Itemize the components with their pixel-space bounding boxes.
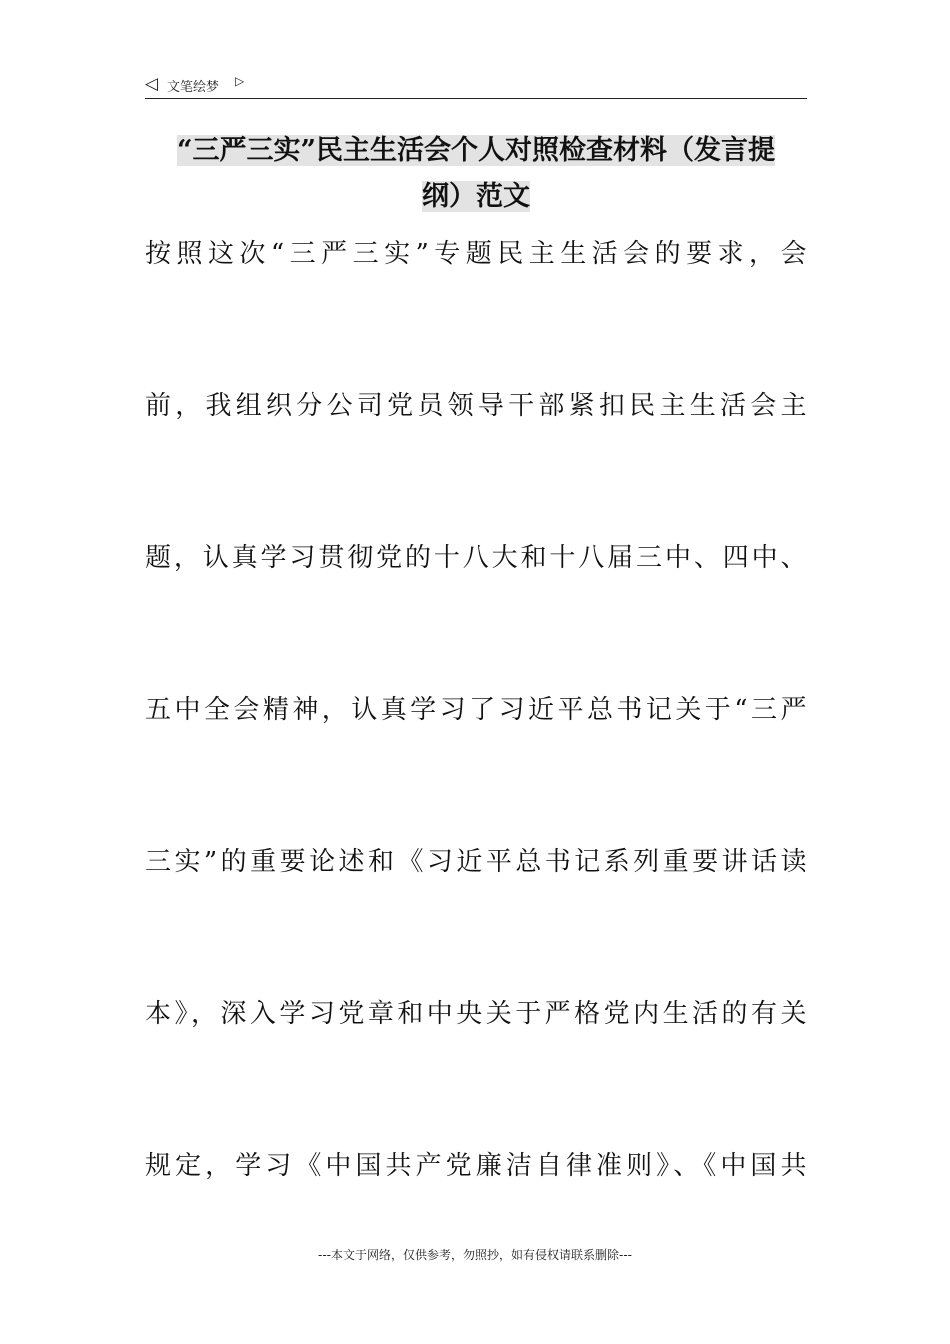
body-line-6: 本》，深入学习党章和中央关于严格党内生活的有关 [145,999,807,1029]
body-line-1: 按照这次“三严三实”专题民主生活会的要求，会 [145,239,807,269]
body-line-3: 题，认真学习贯彻党的十八大和十八届三中、四中、 [145,543,807,573]
body-line-7: 规定，学习《中国共产党廉洁自律准则》、《中国共 [145,1151,807,1181]
document-title [145,128,807,220]
header-brand: 文笔绘梦 [167,80,220,95]
body-line-5: 三实”的重要论述和《习近平总书记系列重要讲话读 [145,847,807,877]
body-line-2: 前，我组织分公司党员领导干部紧扣民主生活会主 [145,391,807,421]
body-line-4: 五中全会精神，认真学习了习近平总书记关于“三严 [145,695,807,725]
right-triangle-icon: ▷ [235,74,245,88]
title-line-1: “三严三实”民主生活会个人对照检查材料（发言提 [176,135,776,166]
title-line-2: 纲）范文 [422,181,530,212]
left-triangle-icon: ◁ [145,74,159,94]
page-header [145,72,807,99]
page-footer: ---本文于网络，仅供参考，勿照抄，如有侵权请联系删除--- [318,1248,632,1262]
